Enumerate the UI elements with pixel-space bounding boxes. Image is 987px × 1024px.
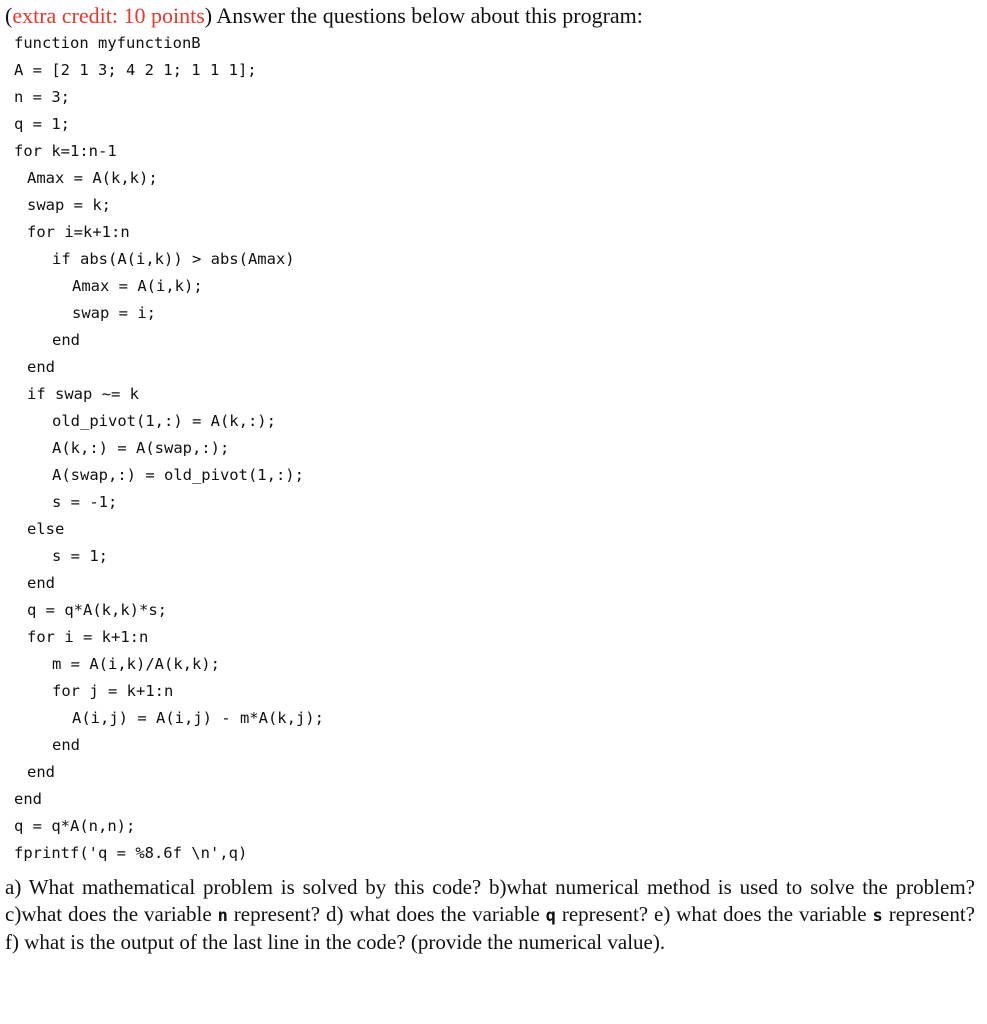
- code-line: A(i,j) = A(i,j) - m*A(k,j);: [72, 709, 324, 727]
- code-line: end: [27, 763, 55, 781]
- code-line: A(k,:) = A(swap,:);: [52, 439, 230, 457]
- code-line: Amax = A(k,k);: [27, 169, 158, 187]
- code-line: end: [14, 790, 42, 808]
- code-line: Amax = A(i,k);: [72, 277, 203, 295]
- code-line: A(swap,:) = old_pivot(1,:);: [52, 466, 304, 484]
- extra-credit-label: extra credit: 10 points: [12, 3, 205, 28]
- heading-instruction: ) Answer the questions below about this program:: [204, 3, 643, 28]
- code-line: end: [52, 736, 80, 754]
- question-heading: [5, 2, 643, 30]
- code-line: for i = k+1:n: [27, 628, 149, 646]
- variable-s: s: [872, 905, 883, 926]
- code-line: n = 3;: [14, 88, 70, 106]
- code-line: swap = i;: [72, 304, 156, 322]
- code-line: for i=k+1:n: [27, 223, 130, 241]
- code-line: fprintf('q = %8.6f \n',q): [14, 844, 248, 862]
- code-line: function myfunctionB: [14, 34, 201, 52]
- code-line: end: [52, 331, 80, 349]
- questions-paragraph: [5, 874, 975, 956]
- question-text: represent? f) what is the output of the last line in the code? (provide the numerical value).: [5, 901, 975, 954]
- code-line: old_pivot(1,:) = A(k,:);: [52, 412, 276, 430]
- code-line: else: [27, 520, 65, 538]
- code-line: for j = k+1:n: [52, 682, 174, 700]
- heading-open-paren: (: [5, 3, 13, 28]
- code-line: s = -1;: [52, 493, 118, 511]
- code-line: end: [27, 358, 55, 376]
- code-line: end: [27, 574, 55, 592]
- variable-q: q: [545, 905, 556, 926]
- code-line: q = q*A(k,k)*s;: [27, 601, 167, 619]
- variable-n: n: [217, 905, 228, 926]
- code-line: swap = k;: [27, 196, 111, 214]
- code-line: if abs(A(i,k)) > abs(Amax): [52, 250, 295, 268]
- code-line: A = [2 1 3; 4 2 1; 1 1 1];: [14, 61, 257, 79]
- code-line: q = q*A(n,n);: [14, 817, 136, 835]
- code-line: for k=1:n-1: [14, 142, 117, 160]
- question-text: a) What mathematical problem is solved by this code? b)what numerical method is used to solve the problem? c)what does the variable: [5, 875, 975, 926]
- code-line: q = 1;: [14, 115, 70, 133]
- code-line: s = 1;: [52, 547, 108, 565]
- code-line: m = A(i,k)/A(k,k);: [52, 655, 220, 673]
- code-block: [14, 30, 324, 867]
- question-text: represent? e) what does the variable: [555, 901, 873, 926]
- code-line: if swap ~= k: [27, 385, 139, 403]
- question-text: represent? d) what does the variable: [227, 901, 546, 926]
